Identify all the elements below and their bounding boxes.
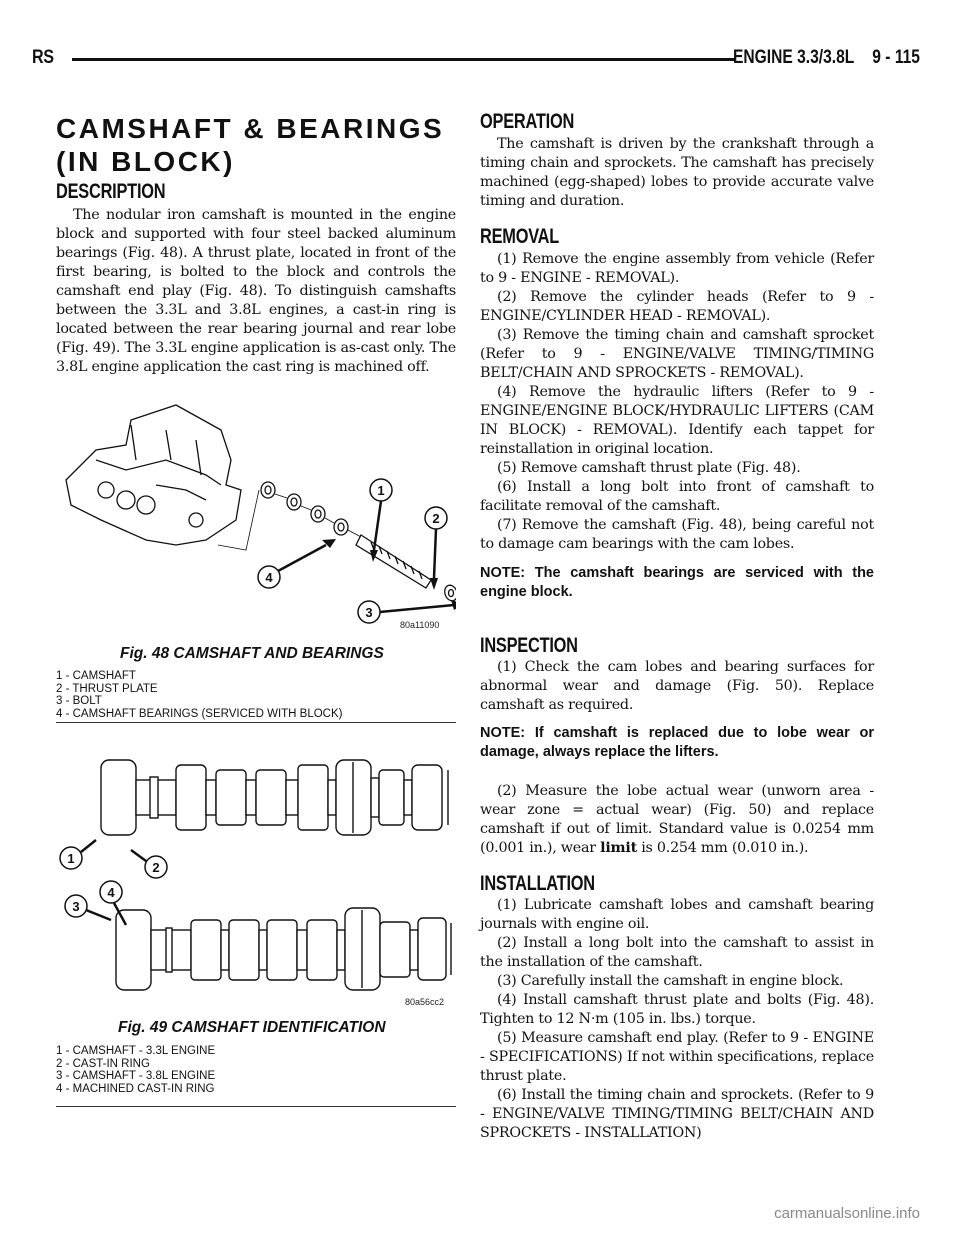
installation-step: (6) Install the timing chain and sprockets. (Refer to 9 - ENGINE/VALVE TIMING/TIMING BELT/CHAIN AND SPROCKETS - INSTALLATION): [480, 1087, 874, 1141]
fig49-legend-item: 1 - CAMSHAFT - 3.3L ENGINE: [56, 1045, 216, 1057]
description-text: [56, 206, 456, 377]
installation-steps: [480, 896, 874, 1143]
fig48-rule: [56, 722, 456, 723]
fig48-legend-item: 3 - BOLT: [56, 695, 102, 707]
fig48-illustration: [56, 390, 456, 650]
inspection-step2-tail: is 0.254 mm (0.010 in.).: [636, 840, 809, 856]
heading-description: DESCRIPTION: [56, 180, 166, 203]
fig48-callout-4: 4: [265, 570, 273, 585]
header-section-title: ENGINE 3.3/3.8L: [733, 47, 855, 68]
fig49-rule: [56, 1106, 456, 1107]
inspection-step: (1) Check the cam lobes and bearing surfaces for abnormal wear and damage (Fig. 50). Replace camshaft as required.: [480, 659, 874, 713]
fig49-caption: Fig. 49 CAMSHAFT IDENTIFICATION: [118, 1019, 386, 1036]
heading-installation: INSTALLATION: [480, 872, 595, 895]
page-header: [32, 47, 920, 71]
heading-removal: REMOVAL: [480, 225, 560, 248]
removal-step: (7) Remove the camshaft (Fig. 48), being careful not to damage cam bearings with the cam lobes.: [480, 517, 874, 552]
fig48-callout-1: 1: [377, 483, 385, 498]
page-number: 9 - 115: [872, 47, 920, 68]
installation-step: (4) Install camshaft thrust plate and bolts (Fig. 48). Tighten to 12 N·m (105 in. lbs.) torque.: [480, 992, 874, 1027]
removal-step: (3) Remove the timing chain and camshaft sprocket (Refer to 9 - ENGINE/VALVE TIMING/TIMING BELT/CHAIN AND SPROCKETS - REMOVAL).: [480, 327, 874, 381]
fig48-caption: Fig. 48 CAMSHAFT AND BEARINGS: [120, 645, 384, 662]
fig49-legend-item: 4 - MACHINED CAST-IN RING: [56, 1082, 215, 1095]
fig48-code: 80a11090: [400, 620, 440, 630]
fig49-callout-3: 3: [72, 899, 80, 914]
removal-step: (5) Remove camshaft thrust plate (Fig. 48).: [497, 460, 801, 476]
installation-step: (3) Carefully install the camshaft in engine block.: [497, 973, 844, 989]
operation-paragraph: The camshaft is driven by the crankshaft through a timing chain and sprockets. The camshaft has precisely machined (egg-shaped) lobes to provide accurate valve timing and duration.: [480, 136, 874, 209]
fig49-code: 80a56cc2: [405, 997, 445, 1007]
fig49-legend: [56, 1045, 215, 1095]
inspection-step1: [480, 658, 874, 715]
header-rule: [72, 58, 735, 61]
removal-step: (6) Install a long bolt into front of camshaft to facilitate removal of the camshaft.: [480, 479, 874, 514]
header-vehicle-code: RS: [32, 47, 54, 68]
inspection-step2-text: (2) Measure the lobe actual wear (unworn area - wear zone = actual wear) (Fig. 50) and replace camshaft if out of limit. Standard value is 0.0254 mm (0.001 in.), wear: [480, 783, 874, 856]
fig48-legend-item: 4 - CAMSHAFT BEARINGS (SERVICED WITH BLOCK): [56, 707, 343, 720]
fig48-legend: [56, 670, 342, 720]
inspection-step2: [480, 782, 874, 858]
operation-text: [480, 135, 874, 211]
removal-step: (4) Remove the hydraulic lifters (Refer to 9 - ENGINE/ENGINE BLOCK/HYDRAULIC LIFTERS (CAM IN BLOCK) - REMOVAL). Identify each tappet for reinstallation in original location.: [480, 384, 874, 457]
installation-step: (5) Measure camshaft end play. (Refer to 9 - ENGINE - SPECIFICATIONS) If not within specifications, replace thrust plate.: [480, 1030, 874, 1084]
inspection-note: NOTE: If camshaft is replaced due to lobe wear or damage, always replace the lifters.: [480, 725, 874, 760]
removal-step: (2) Remove the cylinder heads (Refer to 9 - ENGINE/CYLINDER HEAD - REMOVAL).: [480, 289, 874, 324]
page-title: CAMSHAFT & BEARINGS (IN BLOCK): [56, 113, 445, 177]
heading-operation: OPERATION: [480, 110, 575, 133]
removal-note: NOTE: The camshaft bearings are serviced with the engine block.: [480, 565, 874, 600]
fig49-legend-item: 2 - CAST-IN RING: [56, 1057, 150, 1070]
fig48-legend-item: 2 - THRUST PLATE: [56, 682, 158, 695]
inspection-step: [480, 782, 874, 858]
header-section: [733, 47, 920, 69]
description-paragraph: The nodular iron camshaft is mounted in the engine block and supported with four steel backed aluminum bearings (Fig. 48). A thrust plate, located in front of the first bearing, is bolted to the block and controls the camshaft end play (Fig. 48). To distinguish camshafts between the 3.3L and 3.8L engines, a cast-in ring is located between the rear bearing journal and rear lobe (Fig. 49). The 3.3L engine application is as-cast only. The 3.8L engine application the cast ring is machined off.: [56, 207, 456, 375]
fig49-callout-2: 2: [152, 860, 160, 875]
fig48-legend-item: 1 - CAMSHAFT: [56, 670, 136, 682]
installation-step: (1) Lubricate camshaft lobes and camshaft bearing journals with engine oil.: [480, 897, 874, 932]
removal-steps: [480, 250, 874, 554]
fig49-legend-item: 3 - CAMSHAFT - 3.8L ENGINE: [56, 1070, 216, 1082]
installation-step: (2) Install a long bolt into the camshaft to assist in the installation of the camshaft.: [480, 935, 874, 970]
fig49-illustration: [56, 740, 456, 1010]
fig49-callout-1: 1: [67, 851, 75, 866]
fig48-callout-2: 2: [432, 511, 440, 526]
fig49-callout-4: 4: [107, 885, 115, 900]
heading-inspection: INSPECTION: [480, 634, 578, 657]
watermark-link[interactable]: carmanualsonline.info: [774, 1205, 920, 1222]
removal-step: (1) Remove the engine assembly from vehicle (Refer to 9 - ENGINE - REMOVAL).: [480, 251, 874, 286]
inspection-limit-bold: limit: [600, 840, 637, 856]
fig48-callout-3: 3: [365, 605, 373, 620]
